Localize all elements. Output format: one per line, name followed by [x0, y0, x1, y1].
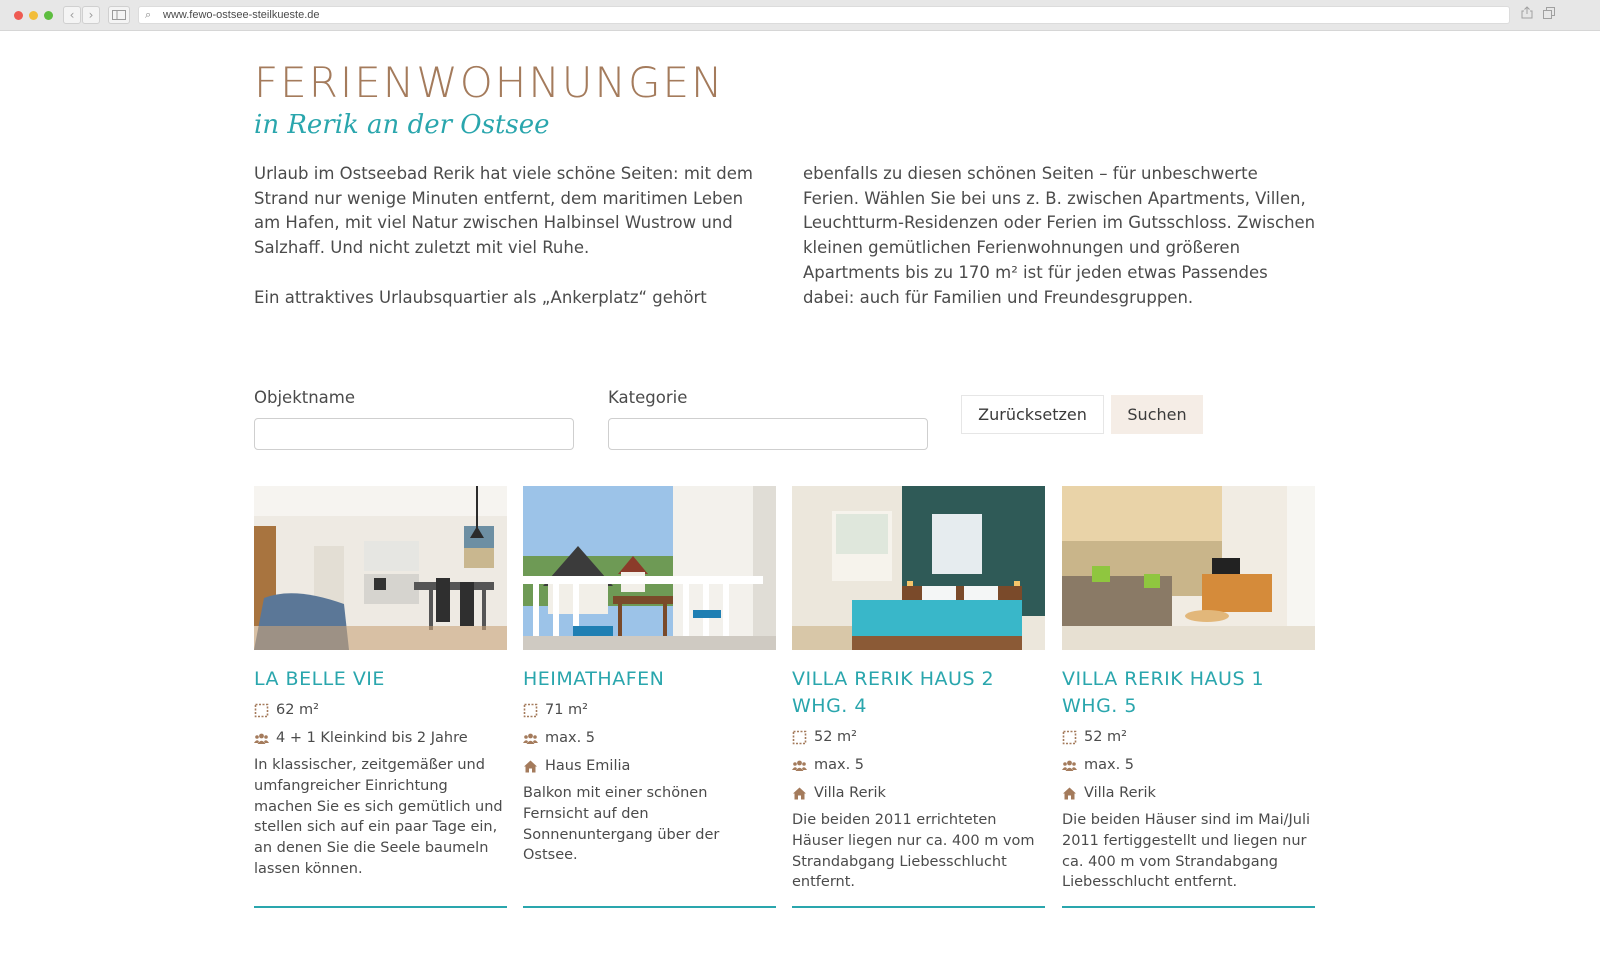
listing-card-la-belle-vie[interactable]	[254, 486, 507, 908]
listing-description: Balkon mit einer schönen Fernsicht auf den Sonnenuntergang über der Ostsee.	[523, 785, 720, 864]
guests-icon	[254, 731, 269, 746]
guests-icon	[1062, 758, 1077, 773]
listing-area	[1062, 726, 1315, 748]
page-subtitle: in Rerik an der Ostsee	[254, 110, 550, 140]
area-icon	[1062, 730, 1077, 745]
listing-area	[523, 699, 776, 721]
house-value: Haus Emilia	[545, 758, 631, 774]
area-value: 62 m²	[276, 702, 319, 718]
listing-description: In klassischer, zeitgemäßer und umfangreicher Einrichtung machen Sie es sich gemütlich und stellen sich auf ein paar Tage ein, an denen Sie die Seele baumeln lassen können.	[254, 757, 503, 877]
listing-photo[interactable]	[792, 486, 1045, 650]
guests-value: max. 5	[545, 730, 596, 746]
area-value: 52 m²	[814, 729, 857, 745]
listing-house	[523, 755, 776, 777]
house-icon	[523, 759, 538, 774]
intro-paragraph: Urlaub im Ostseebad Rerik hat viele schöne Seiten: mit dem Strand nur wenige Minuten entfernt, dem maritimen Leben am Hafen, mit viel Natur zwischen Halbinsel Wustrow und Salzhaff. Und nicht zuletzt mit viel Ruhe.	[254, 164, 753, 258]
reset-button[interactable]: Zurücksetzen	[961, 395, 1104, 434]
area-icon	[254, 703, 269, 718]
sidebar-toggle-button[interactable]	[108, 6, 130, 24]
listing-house	[792, 782, 1045, 804]
listing-area	[254, 699, 507, 721]
house-icon	[792, 786, 807, 801]
guests-value: 4 + 1 Kleinkind bis 2 Jahre	[276, 730, 468, 746]
listing-title[interactable]: VILLA RERIK HAUS 1 WHG. 5	[1062, 668, 1265, 717]
intro-paragraph: Ein attraktives Urlaubsquartier als „Ankerplatz“ gehört	[254, 287, 707, 307]
intro-column-left	[254, 162, 769, 310]
share-icon	[1521, 6, 1533, 19]
search-icon: ⌕	[145, 8, 152, 21]
guests-value: max. 5	[1084, 757, 1135, 773]
listing-card-villa-rerik-haus-2[interactable]	[792, 486, 1045, 908]
listing-description: Die beiden 2011 errichteten Häuser liegen nur ca. 400 m vom Strandabgang Liebesschlucht entfernt.	[792, 812, 1035, 891]
guests-icon	[792, 758, 807, 773]
listing-card-heimathafen[interactable]	[523, 486, 776, 908]
intro-paragraph: ebenfalls zu diesen schönen Seiten – für unbeschwerte Ferien. Wählen Sie bei uns z. B. zwischen Apartments, Villen, Leuchtturm-Residenzen oder Ferien im Gutsschloss. Zwischen kleinen gemütlichen Ferienwohnungen und größeren Apartments bis zu 170 m² ist für jeden etwas Passendes dabei: auch für Familien und Freundesgruppen.	[803, 164, 1316, 307]
area-value: 71 m²	[545, 702, 588, 718]
objektname-label: Objektname	[254, 388, 356, 407]
listing-photo[interactable]	[523, 486, 776, 650]
listing-guests	[792, 754, 1045, 776]
listing-title[interactable]: LA BELLE VIE	[254, 668, 385, 690]
search-button[interactable]: Suchen	[1111, 395, 1203, 434]
listing-title[interactable]: VILLA RERIK HAUS 2 WHG. 4	[792, 668, 995, 717]
zoom-window-button[interactable]	[44, 11, 53, 20]
listing-photo[interactable]	[1062, 486, 1315, 650]
objektname-input[interactable]	[254, 418, 574, 450]
listing-house	[1062, 782, 1315, 804]
house-value: Villa Rerik	[1084, 785, 1156, 801]
area-value: 52 m²	[1084, 729, 1127, 745]
address-bar[interactable]	[138, 6, 1510, 24]
listing-card-villa-rerik-haus-1[interactable]	[1062, 486, 1315, 908]
browser-toolbar	[0, 0, 1600, 31]
tabs-button[interactable]	[1541, 6, 1557, 24]
kategorie-label: Kategorie	[608, 388, 688, 407]
intro-column-right	[803, 162, 1318, 310]
minimize-window-button[interactable]	[29, 11, 38, 20]
listing-guests	[1062, 754, 1315, 776]
share-button[interactable]	[1519, 6, 1535, 24]
listing-title[interactable]: HEIMATHAFEN	[523, 668, 665, 690]
house-value: Villa Rerik	[814, 785, 886, 801]
url-text: www.fewo-ostsee-steilkueste.de	[163, 9, 320, 21]
close-window-button[interactable]	[14, 11, 23, 20]
listing-guests	[254, 727, 507, 749]
sidebar-icon	[112, 10, 126, 20]
area-icon	[523, 703, 538, 718]
back-button[interactable]: ‹	[63, 6, 81, 24]
listing-guests	[523, 727, 776, 749]
forward-button[interactable]: ›	[82, 6, 100, 24]
page-title: FERIENWOHNUNGEN	[254, 58, 725, 107]
tabs-icon	[1543, 7, 1555, 19]
guests-value: max. 5	[814, 757, 865, 773]
listing-description: Die beiden Häuser sind im Mai/Juli 2011 fertiggestellt und liegen nur ca. 400 m vom Strandabgang Liebesschlucht entfernt.	[1062, 812, 1311, 891]
kategorie-input[interactable]	[608, 418, 928, 450]
area-icon	[792, 730, 807, 745]
house-icon	[1062, 786, 1077, 801]
listing-area	[792, 726, 1045, 748]
listing-photo[interactable]	[254, 486, 507, 650]
guests-icon	[523, 731, 538, 746]
